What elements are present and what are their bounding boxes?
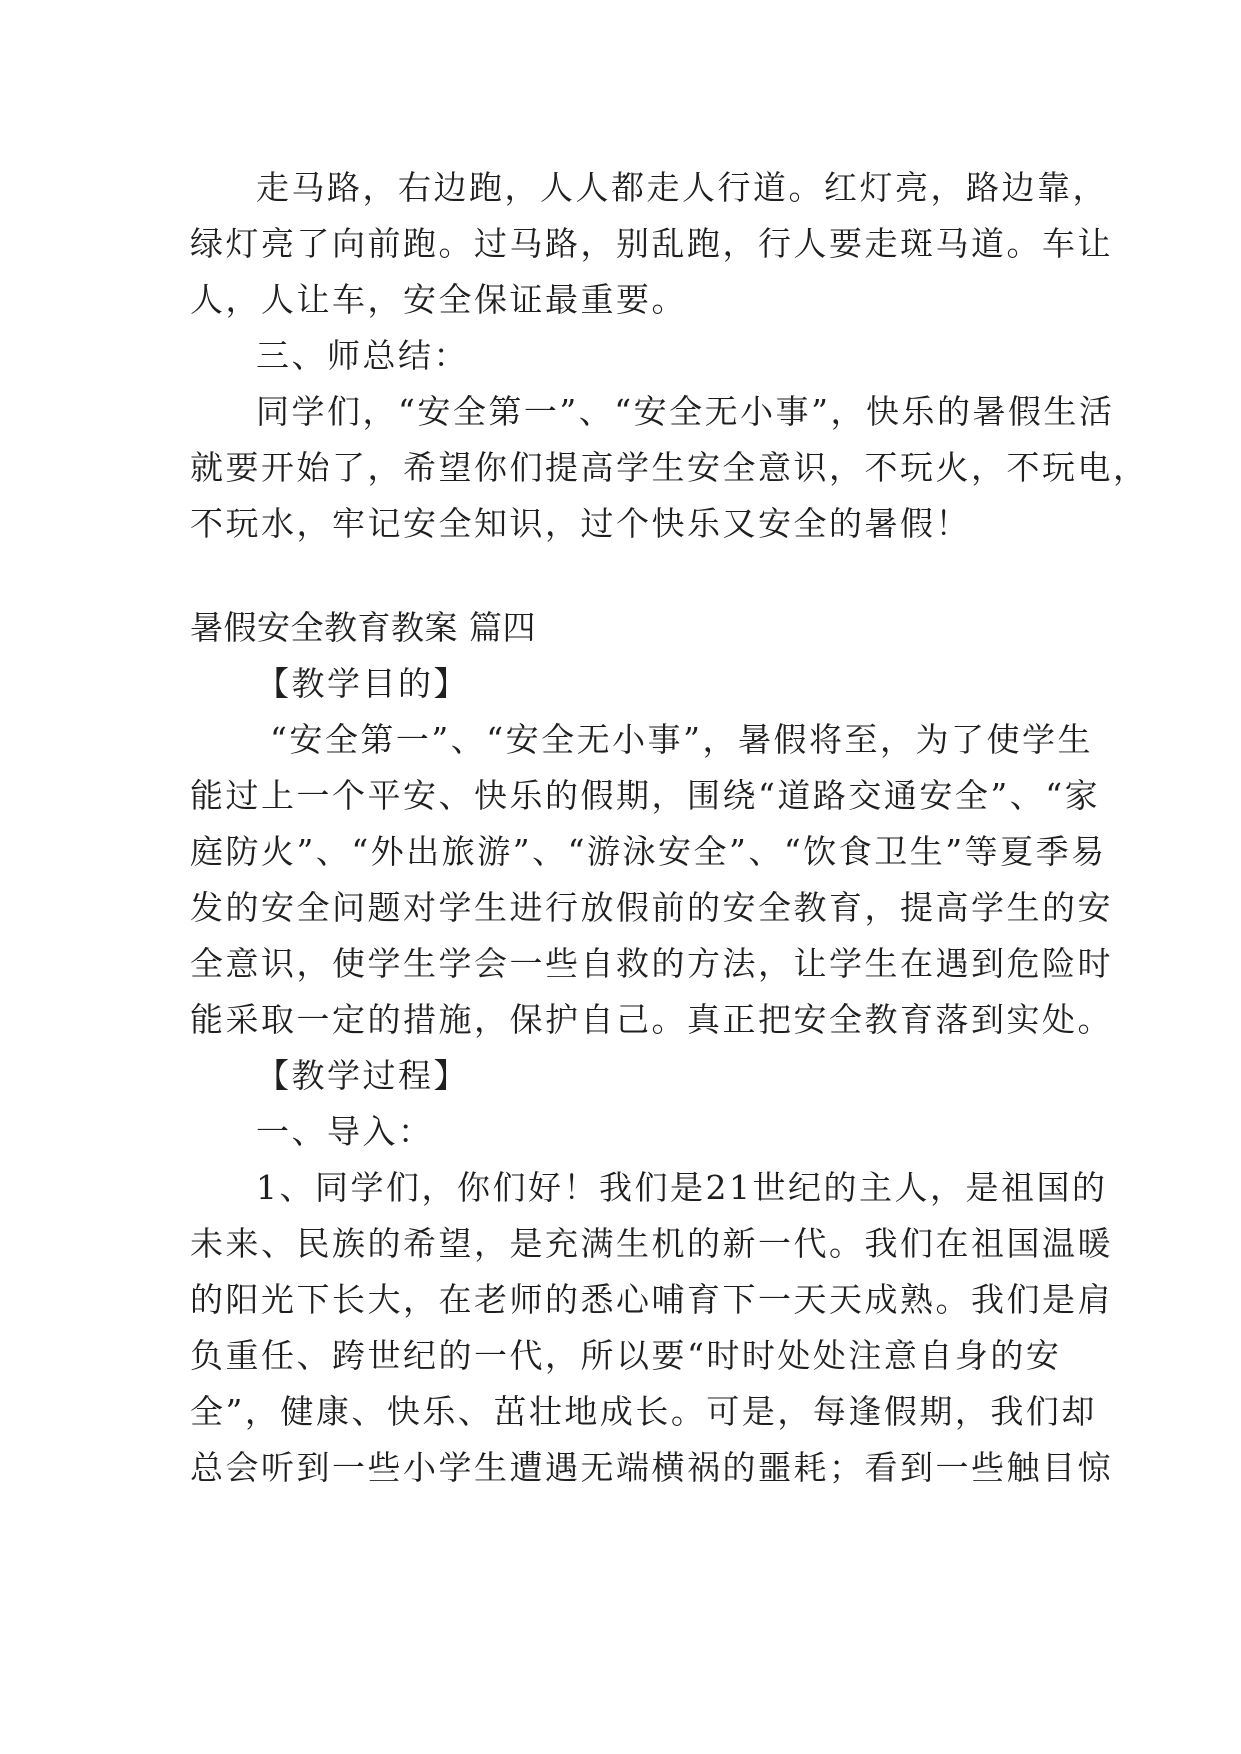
- paragraph-line: 就要开始了，希望你们提高学生安全意识，不玩火，不玩电，: [190, 448, 1149, 487]
- paragraph-line: 能采取一定的措施，保护自己。真正把安全教育落到实处。: [190, 1000, 1113, 1039]
- paragraph-line: 总会听到一些小学生遭遇无端横祸的噩耗；看到一些触目惊: [190, 1448, 1113, 1487]
- section-heading: 【教学目的】: [256, 664, 469, 703]
- paragraph-line: 发的安全问题对学生进行放假前的安全教育，提高学生的安: [190, 888, 1113, 927]
- paragraph-line: 绿灯亮了向前跑。过马路，别乱跑，行人要走斑马道。车让: [190, 224, 1113, 263]
- paragraph-line: 走马路，右边跑，人人都走人行道。红灯亮，路边靠，: [256, 168, 1108, 207]
- paragraph-line: 未来、民族的希望，是充满生机的新一代。我们在祖国温暖: [190, 1224, 1113, 1263]
- paragraph-line: 同学们，“安全第一”、“安全无小事”，快乐的暑假生活: [256, 392, 1115, 431]
- paragraph-line: 能过上一个平安、快乐的假期，围绕“道路交通安全”、“家: [190, 776, 1101, 815]
- paragraph-line: 的阳光下长大，在老师的悉心哺育下一天天成熟。我们是肩: [190, 1280, 1113, 1319]
- paragraph-line: 全意识，使学生学会一些自救的方法，让学生在遇到危险时: [190, 944, 1113, 983]
- paragraph-line: 不玩水，牢记安全知识，过个快乐又安全的暑假！: [190, 504, 971, 543]
- section-heading: 一、导入：: [256, 1112, 434, 1151]
- paragraph-line: 人，人让车，安全保证最重要。: [190, 280, 687, 319]
- paragraph-line: 全”，健康、快乐、茁壮地成长。可是，每逢假期，我们却: [190, 1392, 1097, 1431]
- paragraph-line: 1、同学们，你们好！我们是21世纪的主人，是祖国的: [256, 1168, 1108, 1207]
- paragraph-line: 负重任、跨世纪的一代，所以要“时时处处注意自身的安: [190, 1336, 1062, 1375]
- article-title: 暑假安全教育教案 篇四: [190, 608, 536, 647]
- paragraph-line: “安全第一”、“安全无小事”，暑假将至，为了使学生: [270, 720, 1093, 759]
- section-heading: 【教学过程】: [256, 1056, 469, 1095]
- section-heading: 三、师总结：: [256, 336, 469, 375]
- paragraph-line: 庭防火”、“外出旅游”、“游泳安全”、“饮食卫生”等夏季易: [190, 832, 1107, 871]
